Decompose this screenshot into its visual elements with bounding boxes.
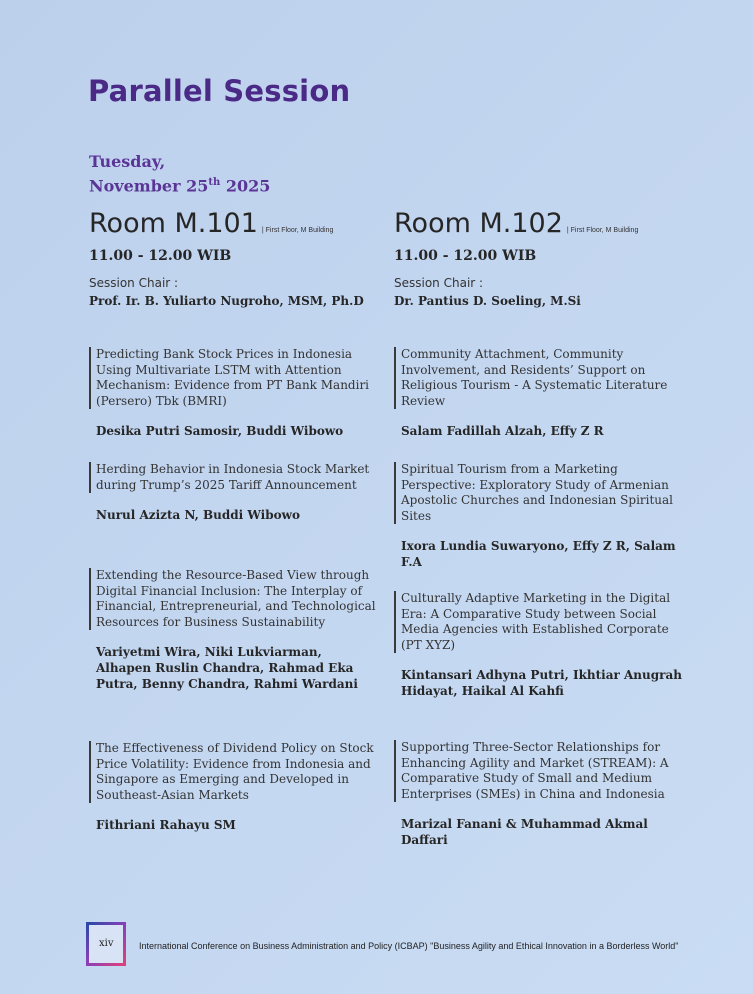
paper-entry xyxy=(89,462,379,523)
paper-entry xyxy=(394,591,684,699)
paper-entry xyxy=(394,740,684,848)
paper-entry xyxy=(394,462,684,570)
paper-title: Spiritual Tourism from a Marketing Perspective: Exploratory Study of Armenian Apostolic Churches and Indonesian Spiritual Sites xyxy=(394,462,684,524)
room-location: | First Floor, M Building xyxy=(261,227,334,234)
session-day: Tuesday, xyxy=(89,152,166,171)
paper-entry xyxy=(89,741,379,833)
footer-text: International Conference on Business Administration and Policy (ICBAP) "Business Agility and Ethical Innovation in a Borderless World" xyxy=(139,941,679,951)
paper-title: Predicting Bank Stock Prices in Indonesia Using Multivariate LSTM with Attention Mechanism: Evidence from PT Bank Mandiri (Persero) Tbk (BMRI) xyxy=(89,347,379,409)
room-column-m102 xyxy=(394,208,684,848)
paper-authors: Salam Fadillah Alzah, Effy Z R xyxy=(401,424,604,439)
session-chair-label: Session Chair : xyxy=(394,276,484,290)
room-name: Room M.102 xyxy=(394,208,563,239)
paper-entry xyxy=(89,347,379,439)
session-full-date: November 25th 2025 xyxy=(89,176,271,196)
paper-title: Culturally Adaptive Marketing in the Digital Era: A Comparative Study between Social Media Agencies with Established Corporate (PT XYZ) xyxy=(394,591,684,653)
room-column-m101 xyxy=(89,208,379,833)
room-location: | First Floor, M Building xyxy=(566,227,639,234)
paper-entry xyxy=(89,568,379,692)
session-chair-label: Session Chair : xyxy=(89,276,179,290)
paper-entry xyxy=(394,347,684,439)
paper-authors: Nurul Azizta N, Buddi Wibowo xyxy=(96,508,300,523)
paper-authors: Desika Putri Samosir, Buddi Wibowo xyxy=(96,424,344,439)
paper-authors: Ixora Lundia Suwaryono, Effy Z R, Salam F.A xyxy=(401,539,676,570)
session-chair-name: Prof. Ir. B. Yuliarto Nugroho, MSM, Ph.D xyxy=(89,294,364,308)
page-number: xiv xyxy=(99,938,114,949)
session-date xyxy=(89,151,270,196)
paper-title: Extending the Resource-Based View through Digital Financial Inclusion: The Interplay of Financial, Entrepreneurial, and Technological Resources for Business Sustainability xyxy=(89,568,379,630)
room-name: Room M.101 xyxy=(89,208,258,239)
page-footer xyxy=(86,922,679,972)
session-chair-name: Dr. Pantius D. Soeling, M.Si xyxy=(394,294,581,308)
session-time: 11.00 - 12.00 WIB xyxy=(89,248,232,264)
paper-authors: Fithriani Rahayu SM xyxy=(96,818,236,833)
paper-title: Community Attachment, Community Involvement, and Residents’ Support on Religious Tourism - A Systematic Literature Review xyxy=(394,347,684,409)
paper-title: Herding Behavior in Indonesia Stock Market during Trump’s 2025 Tariff Announcement xyxy=(89,462,379,493)
paper-authors: Variyetmi Wira, Niki Lukviarman, Alhapen Ruslin Chandra, Rahmad Eka Putra, Benny Chandra, Rahmi Wardani xyxy=(96,645,358,692)
paper-title: The Effectiveness of Dividend Policy on Stock Price Volatility: Evidence from Indonesia and Singapore as Emerging and Developed in Southeast-Asian Markets xyxy=(89,741,379,803)
page-title: Parallel Session xyxy=(88,74,351,108)
paper-authors: Kintansari Adhyna Putri, Ikhtiar Anugrah Hidayat, Haikal Al Kahfi xyxy=(401,668,682,699)
session-time: 11.00 - 12.00 WIB xyxy=(394,248,537,264)
paper-authors: Marizal Fanani & Muhammad Akmal Daffari xyxy=(401,817,648,848)
room-header xyxy=(394,208,684,242)
room-header xyxy=(89,208,379,242)
paper-title: Supporting Three-Sector Relationships for Enhancing Agility and Market (STREAM): A Comparative Study of Small and Medium Enterprises (SMEs) in China and Indonesia xyxy=(394,740,684,802)
